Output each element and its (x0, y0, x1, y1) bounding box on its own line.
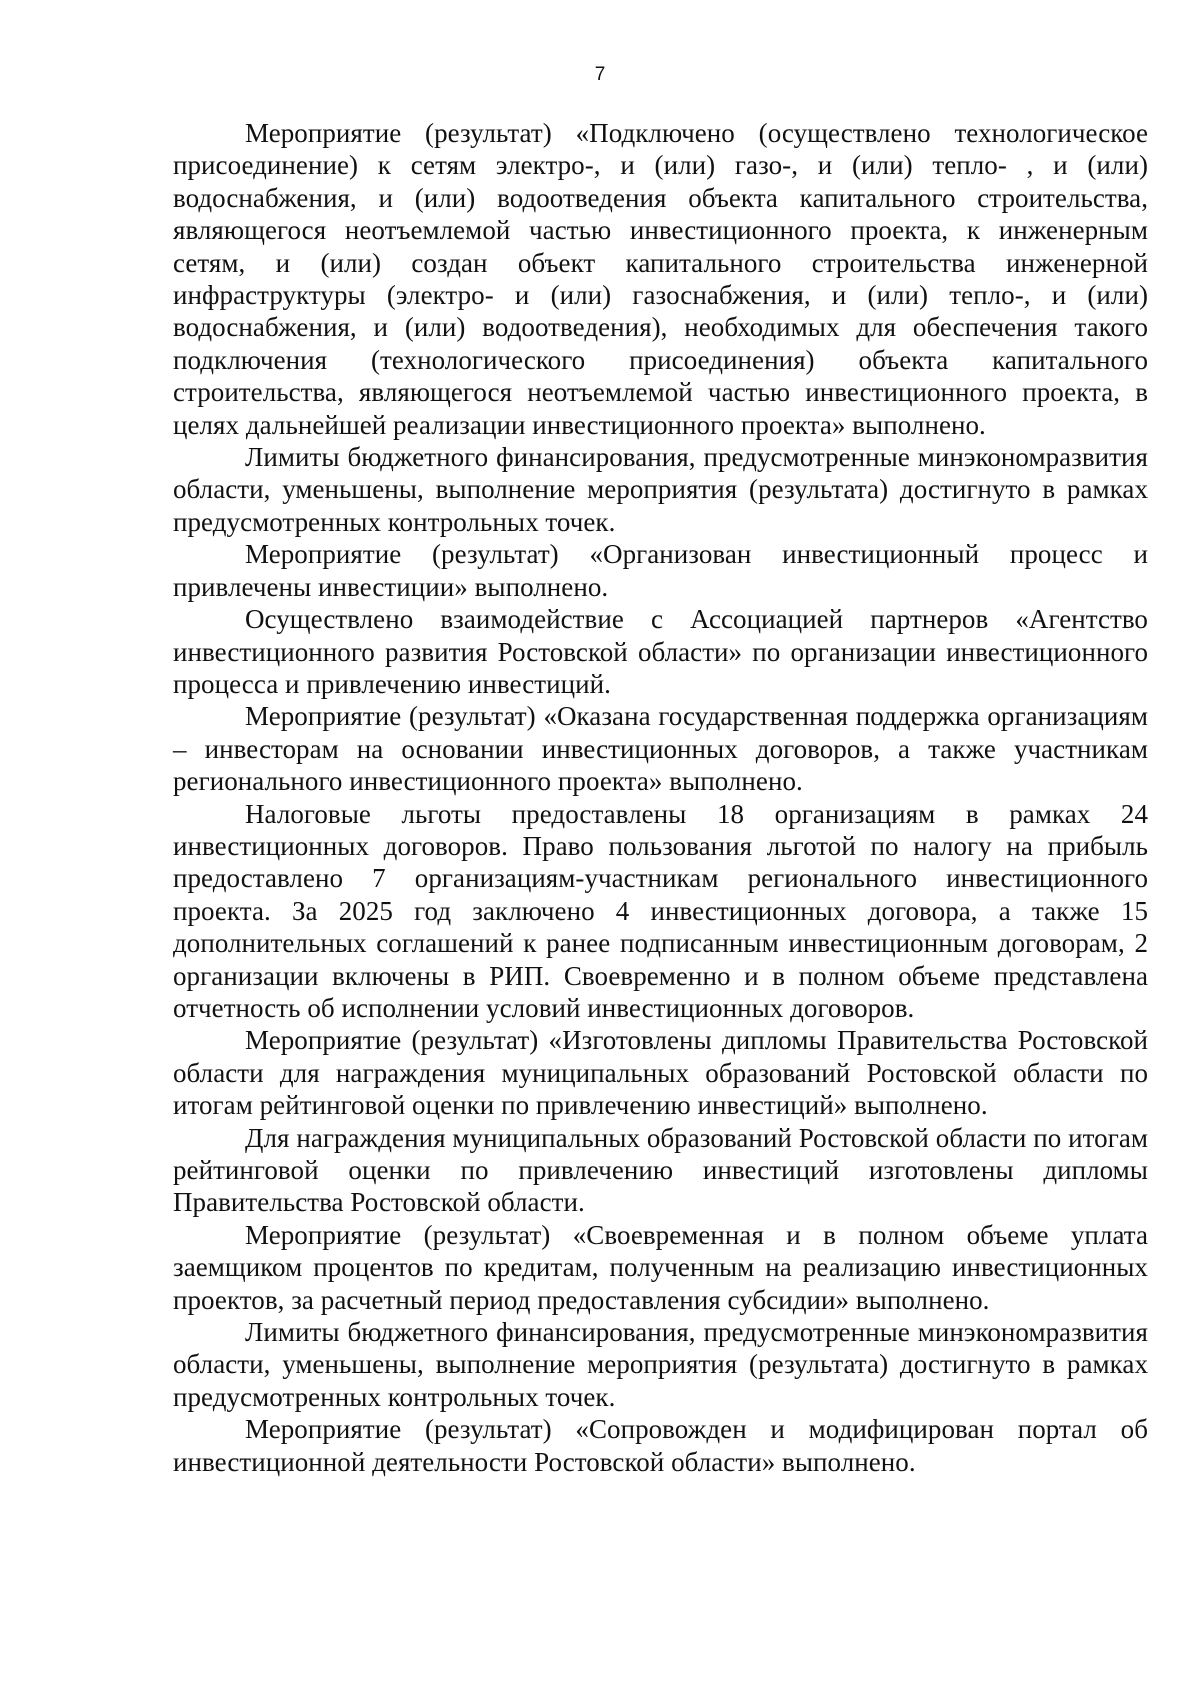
page-number: 7 (594, 64, 606, 85)
paragraph-diplomas-made: Для награждения муниципальных образований Ростовской области по итогам рейтинговой оценки по привлечению инвестиций изготовлены дипломы Правительства Ростовской области. (173, 1122, 1148, 1218)
paragraph-budget-limits-repeat: Лимиты бюджетного финансирования, предусмотренные минэкономразвития области, уменьшены, выполнение мероприятия (результата) достигнуто в рамках предусмотренных контрольных точек. (173, 1317, 1148, 1412)
paragraph-state-support-measure: Мероприятие (результат) «Оказана государственная поддержка организациям – инвесторам на основании инвестиционных договоров, а также участникам регионального инвестиционного проекта» выполнено. (173, 701, 1148, 797)
paragraph-interest-payment-measure: Мероприятие (результат) «Своевременная и в полном объеме уплата заемщиком процентов по кредитам, полученным на реализацию инвестиционных проектов, за расчетный период предоставления субсидии» выполнено. (173, 1219, 1148, 1315)
paragraph-connection-measure: Мероприятие (результат) «Подключено (осуществлено технологическое присоединение) к сетям электро-, и (или) газо-, и (или) тепло- , и (или) водоснабжения, и (или) водоотведения объекта капитального строительства, являющегося неотъемлемой частью инвестиционного проекта, к инженерным сетям, и (или) создан объект капитального строительства инженерной инфраструктуры (электро- и (или) газоснабжения, и (или) тепло-, и (или) водоснабжения, и (или) водоотведения), необходимых для обеспечения такого подключения (технологического присоединения) объекта капитального строительства, являющегося неотъемлемой частью инвестиционного проекта, в целях дальнейшей реализации инвестиционного проекта» выполнено. (173, 118, 1148, 440)
paragraph-tax-benefits: Налоговые льготы предоставлены 18 организациям в рамках 24 инвестиционных договоров. Право пользования льготой по налогу на прибыль предоставлено 7 организациям-участникам регионального инвестиционного проекта. За 2025 год заключено 4 инвестиционных договора, а также 15 дополнительных соглашений к ранее подписанным инвестиционным договорам, 2 организации включены в РИП. Своевременно и в полном объеме представлена отчетность об исполнении условий инвестиционных договоров. (173, 798, 1148, 1023)
paragraph-investment-process-measure: Мероприятие (результат) «Организован инвестиционный процесс и привлечены инвестиции» выполнено. (173, 539, 1148, 602)
paragraph-diplomas-measure: Мероприятие (результат) «Изготовлены дипломы Правительства Ростовской области для награждения муниципальных образований Ростовской области по итогам рейтинговой оценки по привлечению инвестиций» выполнено. (173, 1025, 1148, 1121)
paragraph-agency-cooperation: Осуществлено взаимодействие с Ассоциацией партнеров «Агентство инвестиционного развития Ростовской области» по организации инвестиционного процесса и привлечению инвестиций. (173, 604, 1148, 699)
paragraph-investment-portal-measure: Мероприятие (результат) «Сопровожден и модифицирован портал об инвестиционной деятельности Ростовской области» выполнено. (173, 1414, 1148, 1477)
document-body (173, 117, 1148, 1478)
paragraph-budget-limits: Лимиты бюджетного финансирования, предусмотренные минэкономразвития области, уменьшены, выполнение мероприятия (результата) достигнуто в рамках предусмотренных контрольных точек. (173, 442, 1148, 537)
